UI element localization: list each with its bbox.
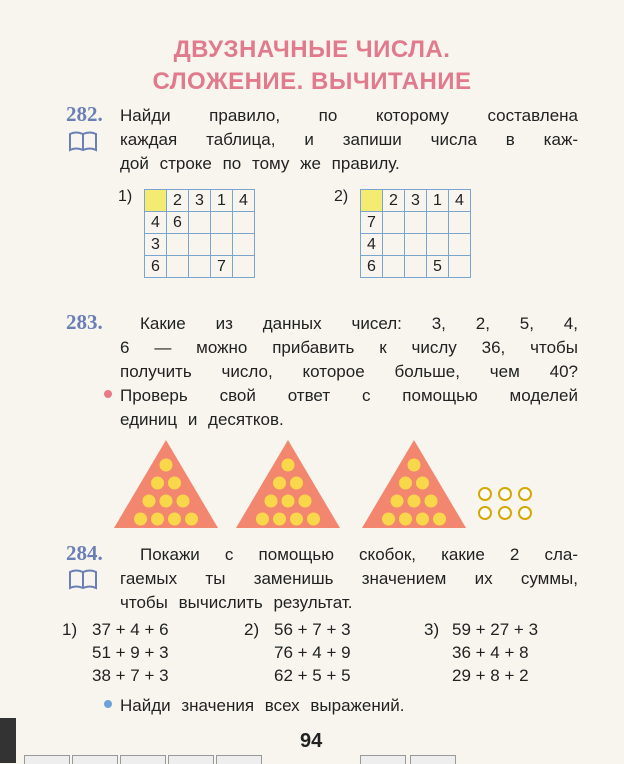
col3-label: 3) xyxy=(424,620,440,639)
ten-dot xyxy=(416,477,429,490)
ten-dot xyxy=(290,513,303,526)
chapter-title-line1: ДВУЗНАЧНЫЕ ЧИСЛА. xyxy=(173,36,451,63)
table-cell xyxy=(405,212,427,234)
expr-1-2: 51 + 9 + 3 xyxy=(92,643,169,662)
table-cell: 6 xyxy=(167,212,189,234)
table-cell xyxy=(405,234,427,256)
table-cell xyxy=(167,234,189,256)
ten-dot xyxy=(273,513,286,526)
table-cell xyxy=(383,234,405,256)
ten-dot xyxy=(399,477,412,490)
task-284-line3: чтобы вычислить результат. xyxy=(120,593,353,612)
ten-dot xyxy=(282,459,295,472)
ten-triangle-3 xyxy=(360,438,468,530)
ten-dot xyxy=(160,459,173,472)
table-cell: 4 xyxy=(361,234,383,256)
table-cell: 4 xyxy=(145,212,167,234)
table-cell: 1 xyxy=(211,190,233,212)
task-282-number: 282. xyxy=(66,102,103,126)
ten-dot xyxy=(185,513,198,526)
page-number: 94 xyxy=(300,730,323,752)
unit-circle xyxy=(518,487,532,501)
table-cell xyxy=(405,256,427,278)
expr-3-1: 59 + 27 + 3 xyxy=(452,620,539,639)
ten-dot xyxy=(177,495,190,508)
col1-label: 1) xyxy=(62,620,78,639)
unit-circle xyxy=(498,487,512,501)
expr-2-1: 56 + 7 + 3 xyxy=(274,620,351,639)
bullet-blue xyxy=(104,700,112,708)
ten-dot xyxy=(168,513,181,526)
table-cell xyxy=(189,234,211,256)
expr-1-3: 38 + 7 + 3 xyxy=(92,666,169,685)
ten-dot xyxy=(265,495,278,508)
expr-2-3: 62 + 5 + 5 xyxy=(274,666,351,685)
table-cell xyxy=(233,234,255,256)
table-cell xyxy=(211,234,233,256)
task-284-final: Найди значения всех выражений. xyxy=(120,696,405,715)
ten-dot xyxy=(408,495,421,508)
task-283-line2: 6 — можно прибавить к числу 36, чтобы xyxy=(120,338,578,357)
ten-dot xyxy=(382,513,395,526)
table-cell: 3 xyxy=(145,234,167,256)
table-cell: 7 xyxy=(361,212,383,234)
unit-circle xyxy=(478,506,492,520)
ten-dot xyxy=(160,495,173,508)
table-cell xyxy=(449,234,471,256)
expr-3-2: 36 + 4 + 8 xyxy=(452,643,529,662)
ten-dot xyxy=(151,513,164,526)
ten-dot xyxy=(256,513,269,526)
ten-dot xyxy=(307,513,320,526)
ten-dot xyxy=(134,513,147,526)
ten-dot xyxy=(282,495,295,508)
task-284-number: 284. xyxy=(66,541,103,565)
task-282-line3: дой строке по тому же правилу. xyxy=(120,154,400,173)
ten-dot xyxy=(273,477,286,490)
book-icon xyxy=(68,130,98,152)
table-cell: 4 xyxy=(233,190,255,212)
task-282-line2: каждая таблица, и запиши числа в каж- xyxy=(120,130,578,149)
table-cell: 5 xyxy=(427,256,449,278)
chapter-title-line2: СЛОЖЕНИЕ. ВЫЧИТАНИЕ xyxy=(152,68,472,95)
table-cell xyxy=(383,256,405,278)
expr-2-2: 76 + 4 + 9 xyxy=(274,643,351,662)
unit-circle xyxy=(518,506,532,520)
expr-1-1: 37 + 4 + 6 xyxy=(92,620,169,639)
ten-dot xyxy=(299,495,312,508)
table-2-label: 2) xyxy=(334,188,349,205)
table-cell: 3 xyxy=(405,190,427,212)
table-cell xyxy=(167,256,189,278)
table-1 xyxy=(144,189,255,278)
bullet-pink xyxy=(104,390,112,398)
table-corner-cell xyxy=(361,190,383,212)
task-283-line1: Какие из данных чисел: 3, 2, 5, 4, xyxy=(140,314,578,333)
task-282-line1: Найди правило, по которому составлена xyxy=(120,106,578,125)
ten-dot xyxy=(151,477,164,490)
unit-circle xyxy=(498,506,512,520)
table-cell: 6 xyxy=(145,256,167,278)
ten-dot xyxy=(168,477,181,490)
unit-circle xyxy=(478,487,492,501)
table-cell: 2 xyxy=(383,190,405,212)
table-cell: 3 xyxy=(189,190,211,212)
table-cell: 1 xyxy=(427,190,449,212)
task-283-check-line1: Проверь свой ответ с помощью моделей xyxy=(120,386,578,405)
ten-dot xyxy=(290,477,303,490)
ten-dot xyxy=(143,495,156,508)
ten-dot xyxy=(408,459,421,472)
table-1-label: 1) xyxy=(118,188,133,205)
col2-label: 2) xyxy=(244,620,260,639)
table-cell: 7 xyxy=(211,256,233,278)
table-cell xyxy=(427,234,449,256)
table-cell: 4 xyxy=(449,190,471,212)
table-cell xyxy=(427,212,449,234)
ten-dot xyxy=(425,495,438,508)
ten-triangle-2 xyxy=(234,438,342,530)
expr-3-3: 29 + 8 + 2 xyxy=(452,666,529,685)
table-cell xyxy=(211,212,233,234)
table-cell xyxy=(189,212,211,234)
table-cell xyxy=(449,256,471,278)
task-284-line2: гаемых ты заменишь значением их суммы, xyxy=(120,569,578,588)
ten-triangle-1 xyxy=(112,438,220,530)
table-cell xyxy=(449,212,471,234)
task-283-check-line2: единиц и десятков. xyxy=(120,410,284,429)
table-corner-cell xyxy=(145,190,167,212)
task-284-line1: Покажи с помощью скобок, какие 2 сла- xyxy=(140,545,578,564)
task-283-number: 283. xyxy=(66,310,103,334)
table-cell: 6 xyxy=(361,256,383,278)
ten-dot xyxy=(399,513,412,526)
table-cell: 2 xyxy=(167,190,189,212)
book-icon xyxy=(68,568,98,590)
table-cell xyxy=(233,256,255,278)
ten-dot xyxy=(391,495,404,508)
table-2 xyxy=(360,189,471,278)
ten-dot xyxy=(416,513,429,526)
table-cell xyxy=(383,212,405,234)
table-cell xyxy=(189,256,211,278)
ten-dot xyxy=(433,513,446,526)
table-cell xyxy=(233,212,255,234)
page-edge xyxy=(0,718,16,763)
task-283-line3: получить число, которое больше, чем 40? xyxy=(120,362,578,381)
